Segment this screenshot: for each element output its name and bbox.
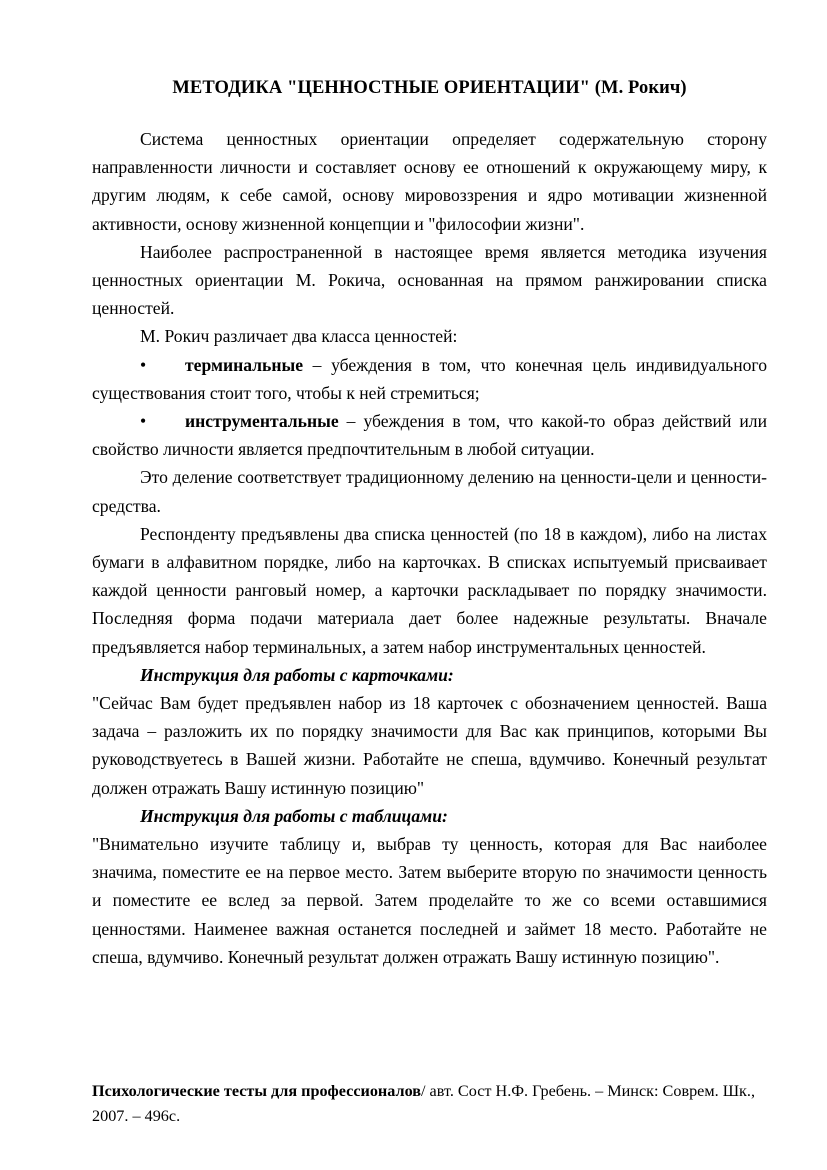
paragraph-two-classes: М. Рокич различает два класса ценностей: <box>140 326 458 347</box>
instruction-heading-cards: Инструкция для работы с карточками: <box>140 664 454 685</box>
paragraph-intro: Система ценностных ориентации определяет содержательную сторону направленности личности и составляет основу ее отношений к окружающему миру, к другим людям, к себе самой, основу мировоззрения и ядро мотивации жизненной активности, основу жизненной концепции и "философии жизни". <box>92 129 767 234</box>
list-item-text: – убеждения в том, что какой-то образ действий или свойство личности является предпочтительным в любой ситуации. <box>92 411 767 460</box>
bullet-icon: • <box>140 411 147 432</box>
paragraph-methodology: Наиболее распространенной в настоящее время является методика изучения ценностных ориентации М. Рокича, основанная на прямом ранжировании списка ценностей. <box>92 241 767 319</box>
paragraph-procedure: Респонденту предъявлены два списка ценностей (по 18 в каждом), либо на листах бумаги в алфавитном порядке, либо на карточках. В списках испытуемый присваивает каждой ценности ранговый номер, а карточки раскладывает по порядку значимости. Последняя форма подачи материала дает более надежные результаты. Вначале предъявляется набор терминальных, а затем набор инструментальных ценностей. <box>92 523 767 657</box>
list-item-text: – убеждения в том, что конечная цель индивидуального существования стоит того, чтобы к ней стремиться; <box>92 354 767 403</box>
paragraph-division: Это деление соответствует традиционному делению на ценности-цели и ценности-средства. <box>92 467 767 516</box>
list-item-term: терминальные <box>185 354 304 375</box>
instruction-body-tables: "Внимательно изучите таблицу и, выбрав ту ценность, которая для Вас наиболее значима, поместите ее на первое место. Затем выберите вторую по значимости ценность и поместите ее вслед за первой. Затем проделайте то же со всеми оставшимися ценностями. Наименее важная останется последней и займет 18 место. Работайте не спеша, вдумчиво. Конечный результат должен отражать Вашу истинную позицию". <box>92 834 767 967</box>
instruction-body-cards: "Сейчас Вам будет предъявлен набор из 18 карточек с обозначением ценностей. Ваша задача – разложить их по порядку значимости для Вас как принципов, которыми Вы руководствуетесь в Вашей жизни. Работайте не спеша, вдумчиво. Конечный результат должен отражать Вашу истинную позицию" <box>92 693 767 798</box>
source-title: Психологические тесты для профессионалов <box>92 1082 421 1100</box>
page-title: МЕТОДИКА "ЦЕННОСТНЫЕ ОРИЕНТАЦИИ" (М. Рокич) <box>172 78 687 98</box>
source-details: / авт. Сост Н.Ф. Гребень. – Минск: Соврем. Шк., 2007. – 496с. <box>92 1082 755 1125</box>
list-item <box>92 351 767 407</box>
list-item-term: инструментальные <box>185 411 339 432</box>
list-item <box>92 407 767 463</box>
document-body <box>92 0 767 971</box>
source-citation <box>92 1079 767 1129</box>
instruction-heading-tables: Инструкция для работы с таблицами: <box>140 805 448 826</box>
bullet-icon: • <box>140 354 147 375</box>
